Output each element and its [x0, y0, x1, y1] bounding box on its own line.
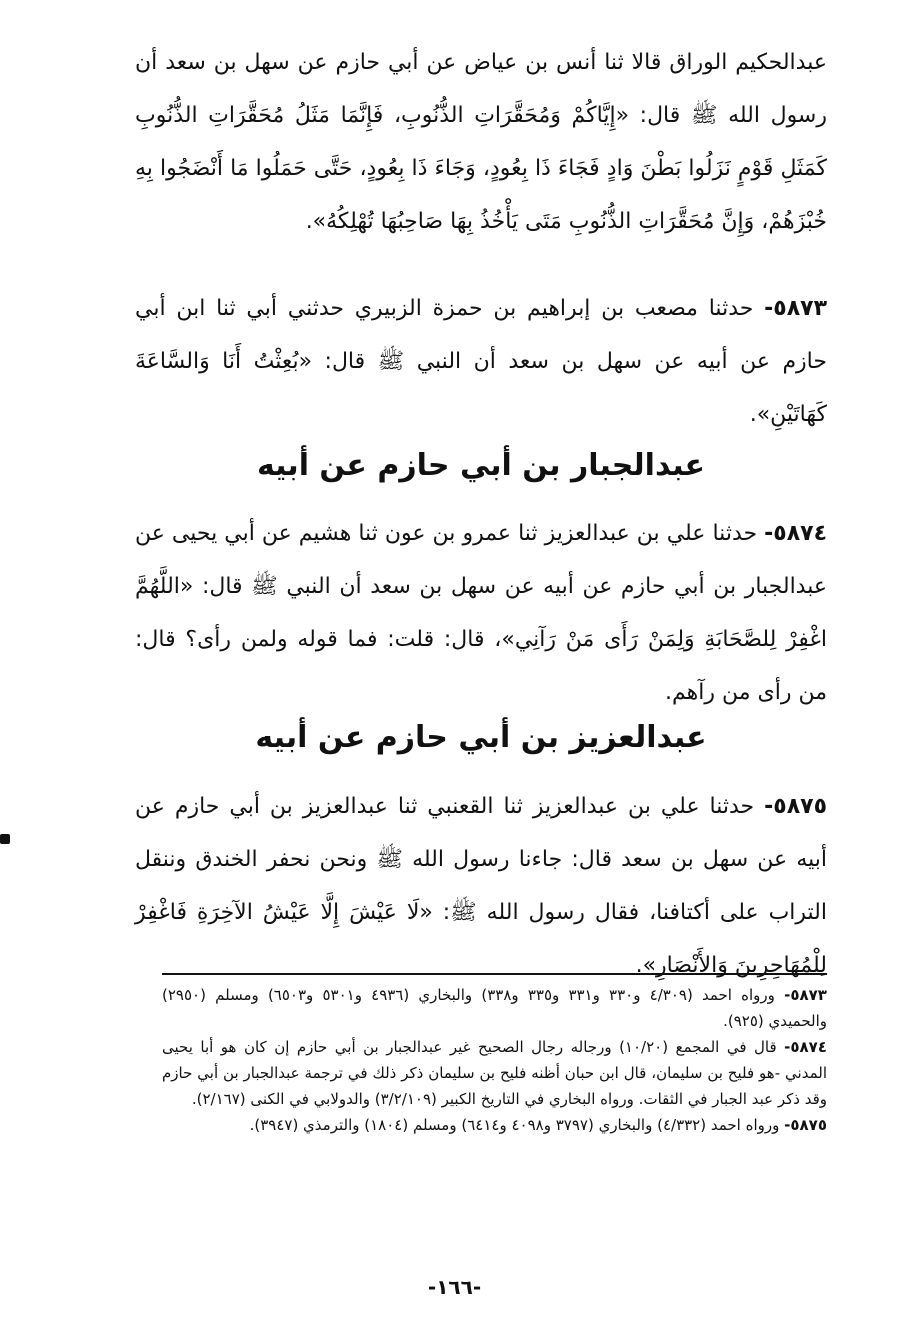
- hadith-text: حدثنا علي بن عبدالعزيز ثنا القعنبي ثنا عبدالعزيز بن أبي حازم عن أبيه عن سهل بن سعد قال: جاءنا رسول الله ﷺ ونحن نحفر الخندق وننقل التراب على أكتافنا، فقال رسول الله ﷺ: «لَا عَيْشَ إِلَّا عَيْشُ الآخِرَةِ فَاغْفِرْ لِلْمُهَاجِرِينَ وَالأَنْصَارِ».: [135, 794, 827, 978]
- footnote-5874: [162, 1034, 827, 1112]
- footnote-number: ٥٨٧٣-: [784, 986, 827, 1004]
- hadith-number: ٥٨٧٤-: [764, 521, 827, 546]
- hadith-5873: [135, 282, 827, 441]
- page-number: -١٦٦-: [427, 1275, 482, 1299]
- hadith-number: ٥٨٧٥-: [764, 794, 827, 819]
- footnotes: [162, 982, 827, 1138]
- footnote-number: ٥٨٧٤-: [784, 1038, 827, 1056]
- hadith-5875: [135, 780, 827, 992]
- section-heading-abduljabbar: عبدالجبار بن أبي حازم عن أبيه: [256, 448, 706, 483]
- footnote-5873: [162, 982, 827, 1034]
- footnote-5875: [162, 1112, 827, 1138]
- footnote-text: قال في المجمع (١٠/٢٠) ورجاله رجال الصحيح غير عبدالجبار بن أبي حازم إن كان هو أبا يحيى المدني -هو فليح بن سليمان، قال ابن حبان أظنه فليح بن سليمان ذكر ذلك في ترجمة عبدالجبار بن أبي حازم وقد ذكر عبد الجبار في الثقات. ورواه البخاري في التاريخ الكبير (٣/٢/١٠٩) والدولابي في الكنى (٢/١٦٧).: [162, 1038, 827, 1108]
- footnote-text: ورواه احمد (٤/٣٠٩ و٣٣٠ و٣٣١ و٣٣٥ و٣٣٨) والبخاري (٤٩٣٦ و٥٣٠١ و٦٥٠٣) ومسلم (٢٩٥٠) والحميدي (٩٢٥).: [162, 986, 827, 1030]
- footnote-text: ورواه احمد (٤/٣٣٢) والبخاري (٣٧٩٧ و٤٠٩٨ و٦٤١٤) ومسلم (١٨٠٤) والترمذي (٣٩٤٧).: [249, 1116, 785, 1134]
- paragraph-text: عبدالحكيم الوراق قالا ثنا أنس بن عياض عن أبي حازم عن سهل بن سعد أن رسول الله ﷺ قال: «إِيَّاكُمْ وَمُحَقَّرَاتِ الذُّنُوبِ، فَإِنَّمَا مَثَلُ مُحَقَّرَاتِ الذُّنُوبِ كَمَثَلِ قَوْمٍ نَزَلُوا بَطْنَ وَادٍ فَجَاءَ ذَا بِعُودٍ، وَجَاءَ ذَا بِعُودٍ، حَتَّى حَمَلُوا مَا أَنْضَجُوا بِهِ خُبْزَهُمْ، وَإِنَّ مُحَقَّرَاتِ الذُّنُوبِ مَتَى يَأْخُذُ بِهَا صَاحِبُهَا تُهْلِكُهُ».: [135, 50, 827, 234]
- hadith-number: ٥٨٧٣-: [764, 296, 827, 321]
- section-heading-abdulaziz: عبدالعزيز بن أبي حازم عن أبيه: [255, 720, 707, 755]
- hadith-5874: [135, 507, 827, 719]
- footnote-number: ٥٨٧٥-: [784, 1116, 827, 1134]
- hadith-text: حدثنا علي بن عبدالعزيز ثنا عمرو بن عون ثنا هشيم عن أبي يحيى عن عبدالجبار بن أبي حازم عن أبيه عن سهل بن سعد أن النبي ﷺ قال: «اللَّهُمَّ اغْفِرْ لِلصَّحَابَةِ وَلِمَنْ رَأَى مَنْ رَآنِي»، قال: قلت: فما قوله ولمن رأى؟ قال: من رأى من رآهم.: [135, 521, 827, 705]
- scan-margin-mark: [0, 834, 10, 844]
- hadith-text: حدثنا مصعب بن إبراهيم بن حمزة الزبيري حدثني أبي ثنا ابن أبي حازم عن أبيه عن سهل بن سعد أن النبي ﷺ قال: «بُعِثْتُ أَنَا وَالسَّاعَةَ كَهَاتَيْنِ».: [135, 296, 827, 427]
- footnote-divider: [162, 973, 827, 975]
- hadith-continuation: [135, 36, 827, 248]
